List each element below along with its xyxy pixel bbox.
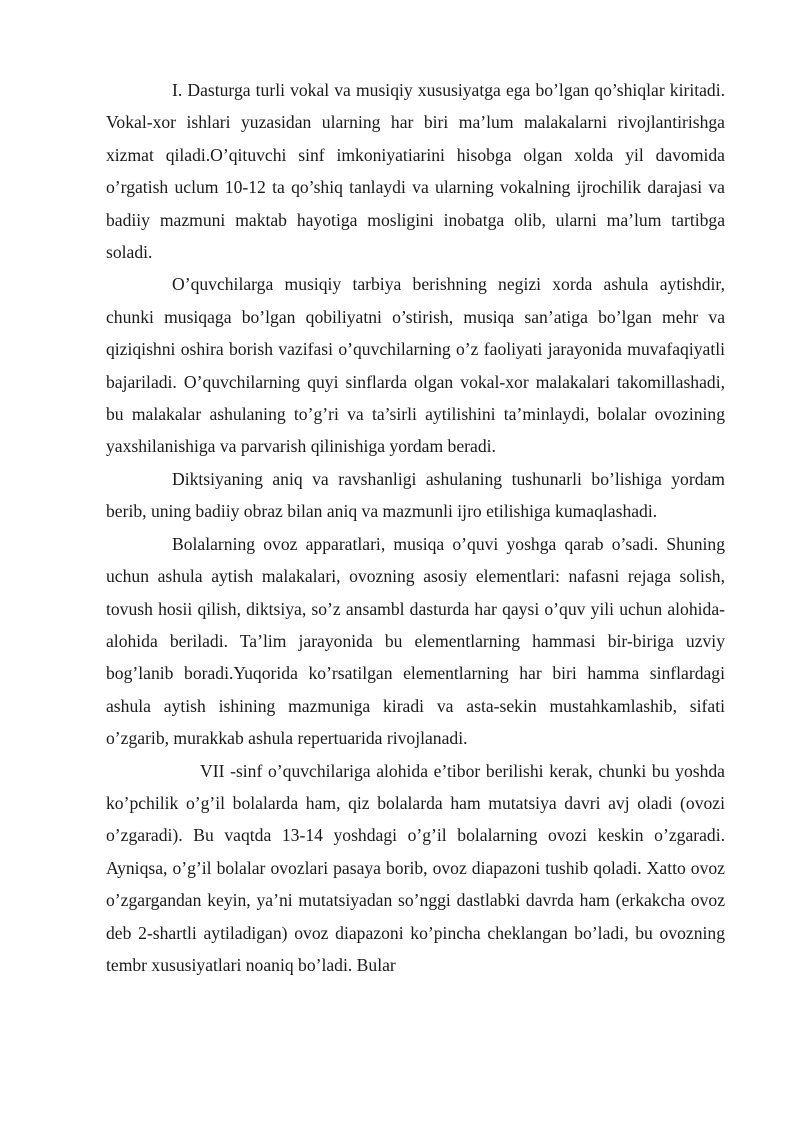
paragraph-1: I. Dasturga turli vokal va musiqiy xususiyatga ega bo’lgan qo’shiqlar kiritadi. Vokal-xor ishlari yuzasidan ularning har biri ma’lum malakalarni rivojlantirishga xizmat qiladi.O’qituvchi sinf imkoniyatiarini hisobga olgan xolda yil davomida o’rgatish uclum 10-12 ta qo’shiq tanlaydi va ularning vokalning ijrochilik darajasi va badiiy mazmuni maktab hayotiga mosligini inobatga olib, ularni ma’lum tartibga soladi. xyxy=(106,80,725,263)
paragraph-5: VII -sinf o’quvchilariga alohida e’tibor berilishi kerak, chunki bu yoshda ko’pchilik o’g’il bolalarda ham, qiz bolalarda ham mutatsiya davri avj oladi (ovozi o’zgaradi). Bu vaqtda 13-14 yoshdagi o’g’il bolalarning ovozi keskin o’zgaradi. Ayniqsa, o’g’il bolalar ovozlari pasaya borib, ovoz diapazoni tushib qoladi. Xatto ovoz o’zgargandan keyin, ya’ni mutatsiyadan so’nggi dastlabki davrda ham (erkakcha ovoz deb 2-shartli aytiladigan) ovoz diapazoni ko’pincha cheklangan bo’ladi, bu ovozning tembr xususiyatlari noaniq bo’ladi. Bular xyxy=(106,760,725,975)
paragraph-4: Bolalarning ovoz apparatlari, musiqa o’quvi yoshga qarab o’sadi. Shuning uchun ashula aytish malakalari, ovozning asosiy elementlari: nafasni rejaga solish, tovush hosii qilish, diktsiya, so’z ansambl dasturda har qaysi o’quv yili uchun alohida-alohida beriladi. Ta’lim jarayonida bu elementlarning hammasi bir-biriga uzviy bog’lanib boradi.Yuqorida ko’rsatilgan elementlarning har biri hamma sinflardagi ashula aytish ishining mazmuniga kiradi va asta-sekin mustahkamlashib, sifati o’zgarib, murakkab ashula repertuarida rivojlanadi. xyxy=(106,533,725,749)
paragraph-2: O’quvchilarga musiqiy tarbiya berishning negizi xorda ashula aytishdir, chunki musiqaga bo’lgan qobiliyatni o’stirish, musiqa san’atiga bo’lgan mehr va qiziqishni oshira borish vazifasi o’quvchilarning o’z faoliyati jarayonida muvafaqiyatli bajariladi. O’quvchilarning quyi sinflarda olgan vokal-xor malakalari takomillashadi, bu malakalar ashulaning to’g’ri va ta’sirli aytilishini ta’minlaydi, bolalar ovozining yaxshilanishiga va parvarish qilinishiga yordam beradi. xyxy=(106,274,725,457)
paragraph-3: Diktsiyaning aniq va ravshanligi ashulaning tushunarli bo’lishiga yordam berib, uning badiiy obraz bilan aniq va mazmunli ijro etilishiga kumaqlashadi. xyxy=(106,468,725,522)
document-body xyxy=(106,74,725,981)
